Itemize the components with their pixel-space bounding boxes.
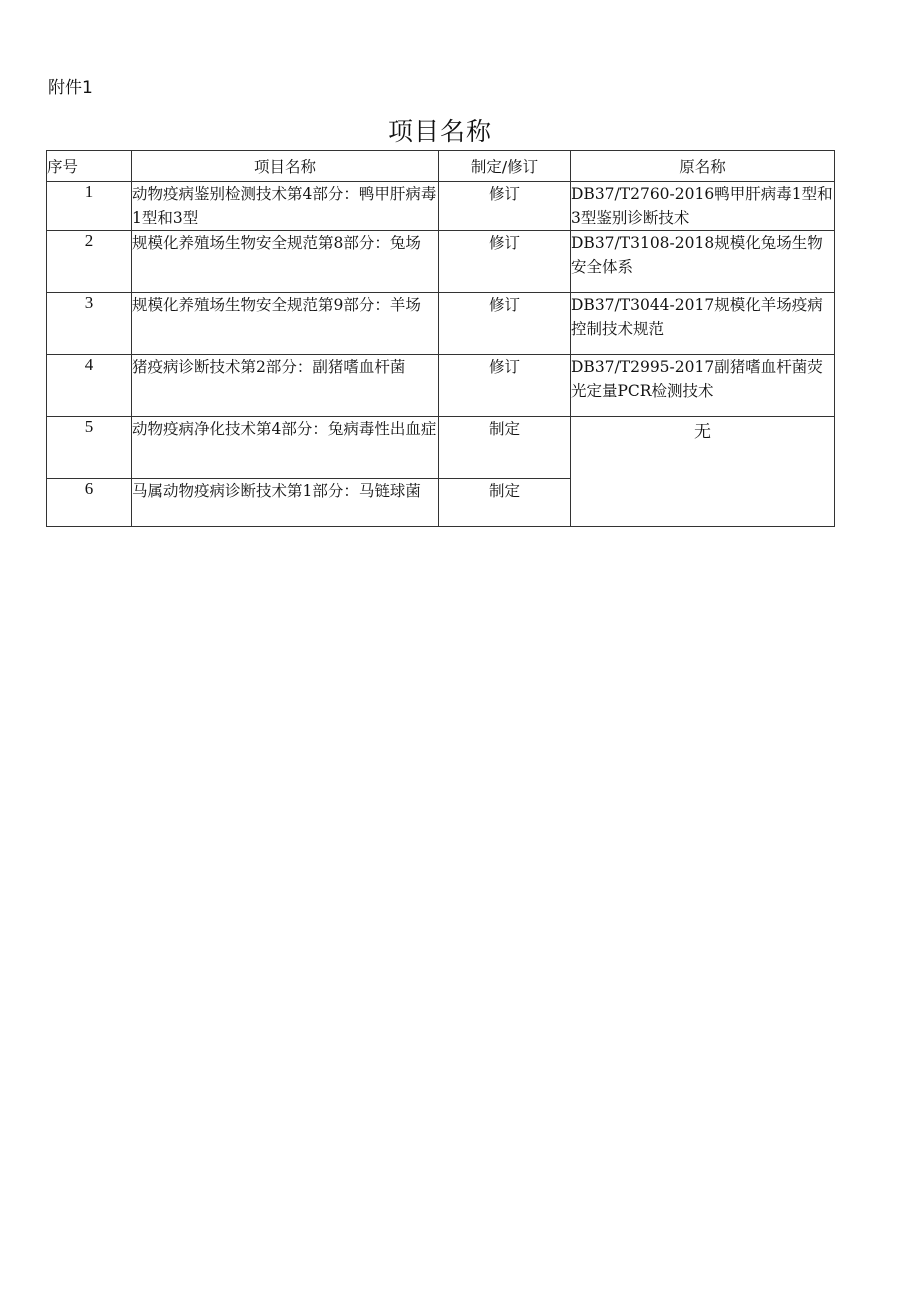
row-action: 修订 [439, 182, 571, 231]
table-row [47, 182, 835, 231]
row-action: 修订 [439, 293, 571, 355]
column-header-action: 制定/修订 [439, 151, 571, 182]
row-seq: 4 [47, 355, 132, 417]
table-row [47, 231, 835, 293]
row-seq: 1 [47, 182, 132, 231]
row-original-name: DB37/T3108-2018规模化兔场生物安全体系 [571, 231, 835, 293]
row-action: 修订 [439, 355, 571, 417]
row-action: 修订 [439, 231, 571, 293]
row-seq: 2 [47, 231, 132, 293]
table-header-row [47, 151, 835, 182]
row-action: 制定 [439, 417, 571, 479]
row-original-name-none: 无 [571, 417, 835, 527]
row-seq: 6 [47, 479, 132, 527]
row-original-name: DB37/T2760-2016鸭甲肝病毒1型和3型鉴别诊断技术 [571, 182, 835, 231]
column-header-original-name: 原名称 [571, 151, 835, 182]
row-project-name: 马属动物疫病诊断技术第1部分：马链球菌 [132, 479, 439, 527]
row-seq: 3 [47, 293, 132, 355]
table-row [47, 293, 835, 355]
attachment-label: 附件1 [48, 78, 93, 98]
row-project-name: 动物疫病鉴别检测技术第4部分：鸭甲肝病毒1型和3型 [132, 182, 439, 231]
row-original-name: DB37/T2995-2017副猪嗜血杆菌荧光定量PCR检测技术 [571, 355, 835, 417]
row-project-name: 规模化养殖场生物安全规范第9部分：羊场 [132, 293, 439, 355]
column-header-seq: 序号 [47, 151, 132, 182]
row-seq: 5 [47, 417, 132, 479]
table-row [47, 355, 835, 417]
table-row [47, 417, 835, 479]
project-table [46, 150, 835, 527]
row-project-name: 规模化养殖场生物安全规范第8部分：兔场 [132, 231, 439, 293]
row-project-name: 猪疫病诊断技术第2部分：副猪嗜血杆菌 [132, 355, 439, 417]
page-title: 项目名称 [387, 117, 492, 146]
row-project-name: 动物疫病净化技术第4部分：兔病毒性出血症 [132, 417, 439, 479]
row-action: 制定 [439, 479, 571, 527]
row-original-name: DB37/T3044-2017规模化羊场疫病控制技术规范 [571, 293, 835, 355]
column-header-project-name: 项目名称 [132, 151, 439, 182]
